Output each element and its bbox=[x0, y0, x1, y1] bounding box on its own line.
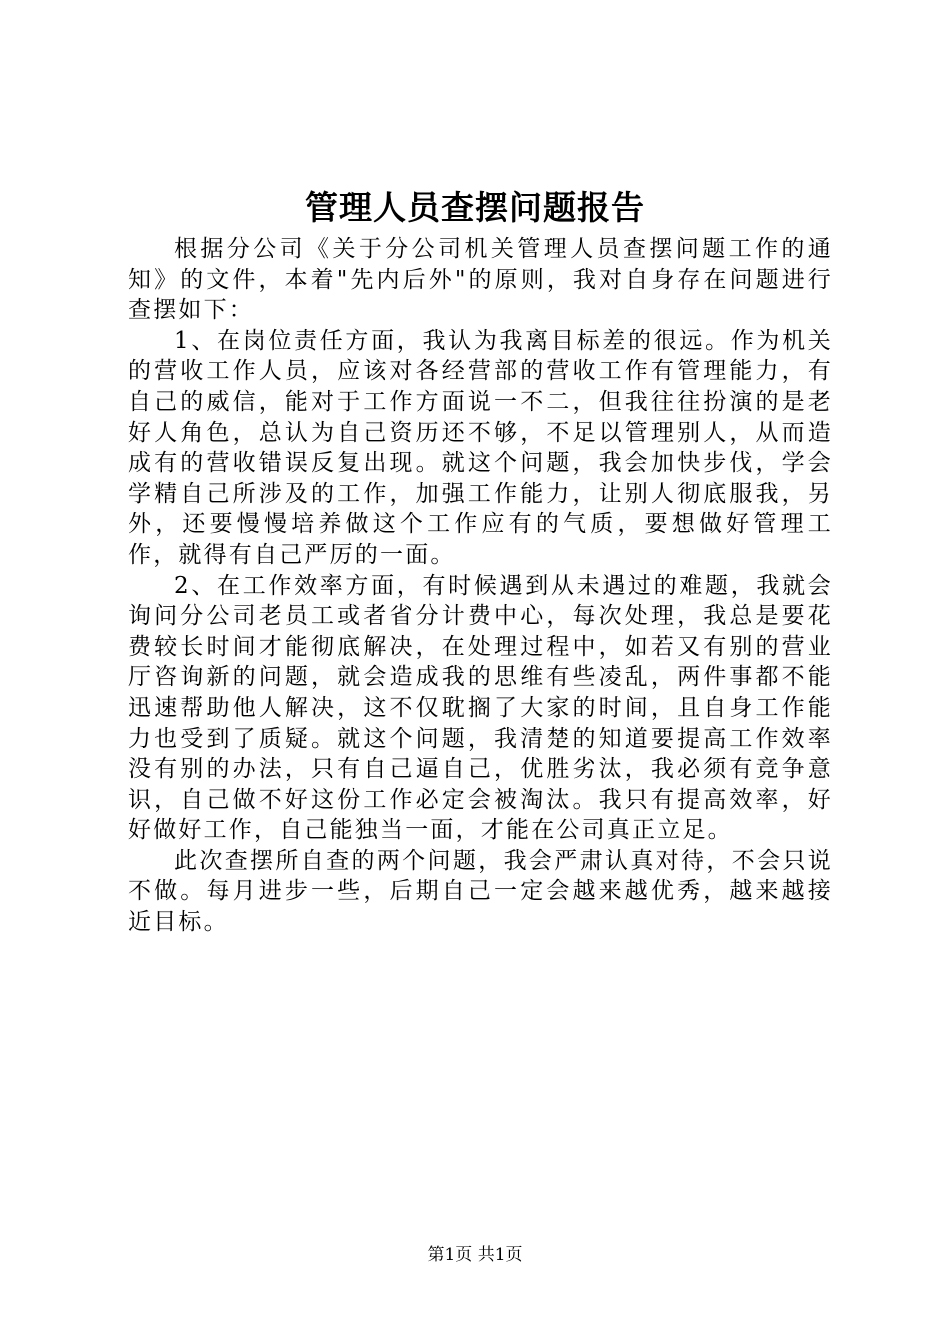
page-footer: 第1页 共1页 bbox=[427, 1245, 523, 1265]
document-title: 管理人员查摆问题报告 bbox=[305, 188, 645, 227]
paragraph-item-1: 1、在岗位责任方面，我认为我离目标差的很远。作为机关的营收工作人员，应该对各经营部的营收工作有管理能力，有自己的威信，能对于工作方面说一不二，但我往往扮演的是老好人角色，总认为自己资历还不够，不足以管理别人，从而造成有的营收错误反复出现。就这个问题，我会加快步伐，学会学精自己所涉及的工作，加强工作能力，让别人彻底服我，另外，还要慢慢培养做这个工作应有的气质，要想做好管理工作，就得有自己严厉的一面。 bbox=[128, 327, 833, 568]
paragraph-conclusion: 此次查摆所自查的两个问题，我会严肃认真对待，不会只说不做。每月进步一些，后期自己一定会越来越优秀，越来越接近目标。 bbox=[128, 847, 833, 936]
document-body bbox=[128, 234, 833, 938]
paragraph-intro: 根据分公司《关于分公司机关管理人员查摆问题工作的通知》的文件，本着"先内后外"的原则，我对自身存在问题进行查摆如下： bbox=[128, 236, 833, 324]
paragraph-item-2: 2、在工作效率方面，有时候遇到从未遇过的难题，我就会询问分公司老员工或者省分计费中心，每次处理，我总是要花费较长时间才能彻底解决，在处理过程中，如若又有别的营业厅咨询新的问题，就会造成我的思维有些凌乱，两件事都不能迅速帮助他人解决，这不仅耽搁了大家的时间，且自身工作能力也受到了质疑。就这个问题，我清楚的知道要提高工作效率没有别的办法，只有自己逼自己，优胜劣汰，我必须有竞争意识，自己做不好这份工作必定会被淘汰。我只有提高效率，好好做好工作，自己能独当一面，才能在公司真正立足。 bbox=[128, 572, 833, 844]
